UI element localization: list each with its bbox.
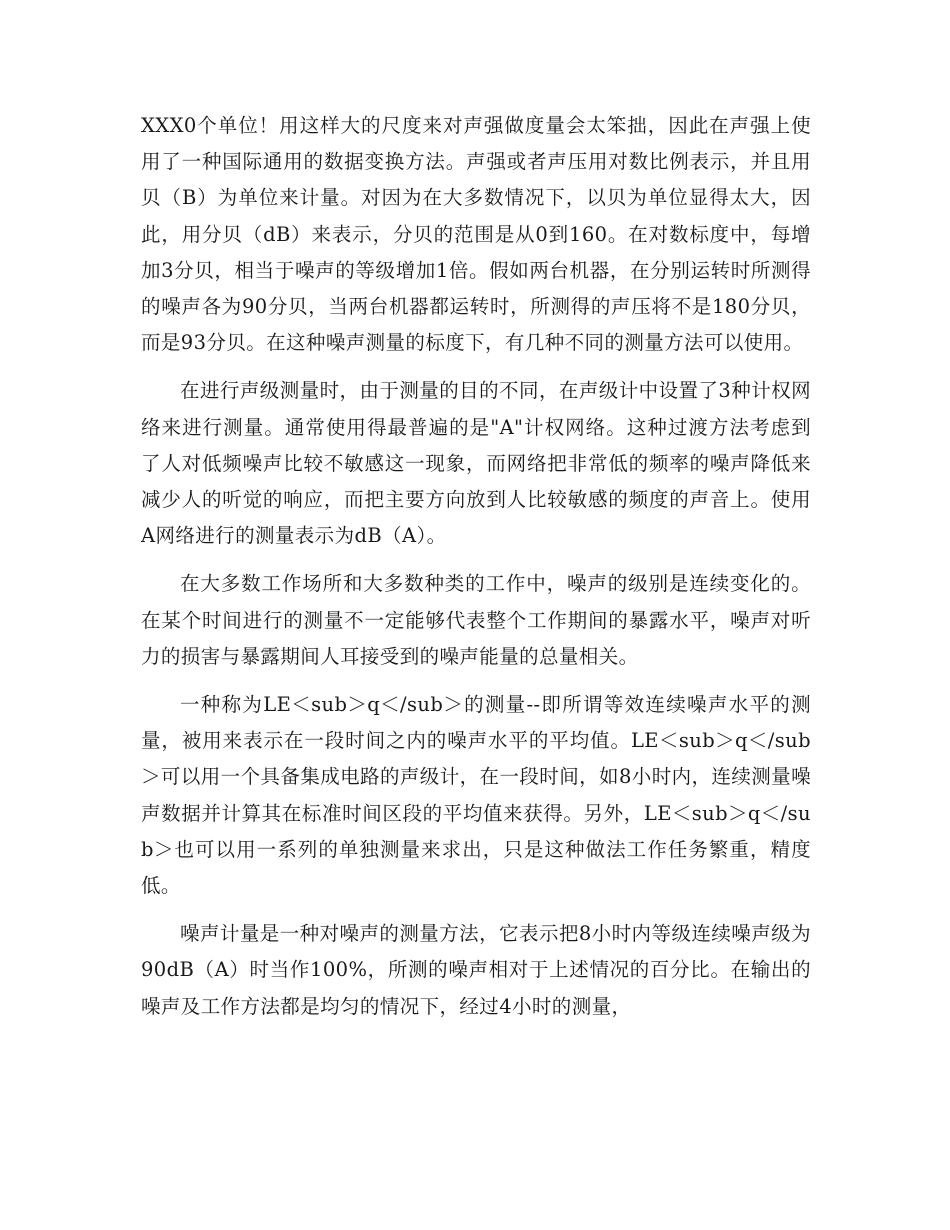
paragraph-2: 在进行声级测量时，由于测量的目的不同，在声级计中设置了3种计权网络来进行测量。通常使用得最普遍的是"A"计权网络。这种过渡方法考虑到了人对低频噪声比较不敏感这一现象，而网络把非常低的频率的噪声降低来减少人的听觉的响应，而把主要方向放到人比较敏感的频度的声音上。使用A网络进行的测量表示为dB（A）。 (141, 379, 811, 548)
paragraph-1: XXX0个单位！用这样大的尺度来对声强做度量会太笨拙，因此在声强上使用了一种国际通用的数据变换方法。声强或者声压用对数比例表示，并且用贝（B）为单位来计量。对因为在大多数情况下，以贝为单位显得太大，因此，用分贝（dB）来表示，分贝的范围是从0到160。在对数标度中，每增加3分贝，相当于噪声的等级增加1倍。假如两台机器，在分别运转时所测得的噪声各为90分贝，当两台机器都运转时，所测得的声压将不是180分贝，而是93分贝。在这种噪声测量的标度下，有几种不同的测量方法可以使用。 (141, 114, 811, 355)
document-body (141, 108, 811, 1025)
paragraph-3: 在大多数工作场所和大多数种类的工作中，噪声的级别是连续变化的。在某个时间进行的测量不一定能够代表整个工作期间的暴露水平，噪声对听力的损害与暴露期间人耳接受到的噪声能量的总量相关。 (141, 572, 811, 668)
paragraph-5: 噪声计量是一种对噪声的测量方法，它表示把8小时内等级连续噪声级为90dB（A）时当作100%，所测的噪声相对于上述情况的百分比。在输出的噪声及工作方法都是均匀的情况下，经过4小时的测量， (141, 922, 811, 1018)
paragraph-4: 一种称为LE＜sub＞q＜/sub＞的测量--即所谓等效连续噪声水平的测量，被用来表示在一段时间之内的噪声水平的平均值。LE＜sub＞q＜/sub＞可以用一个具备集成电路的声级计，在一段时间，如8小时内，连续测量噪声数据并计算其在标准时间区段的平均值来获得。另外，LE＜sub＞q＜/sub＞也可以用一系列的单独测量来求出，只是这种做法工作任务繁重，精度低。 (141, 693, 811, 898)
